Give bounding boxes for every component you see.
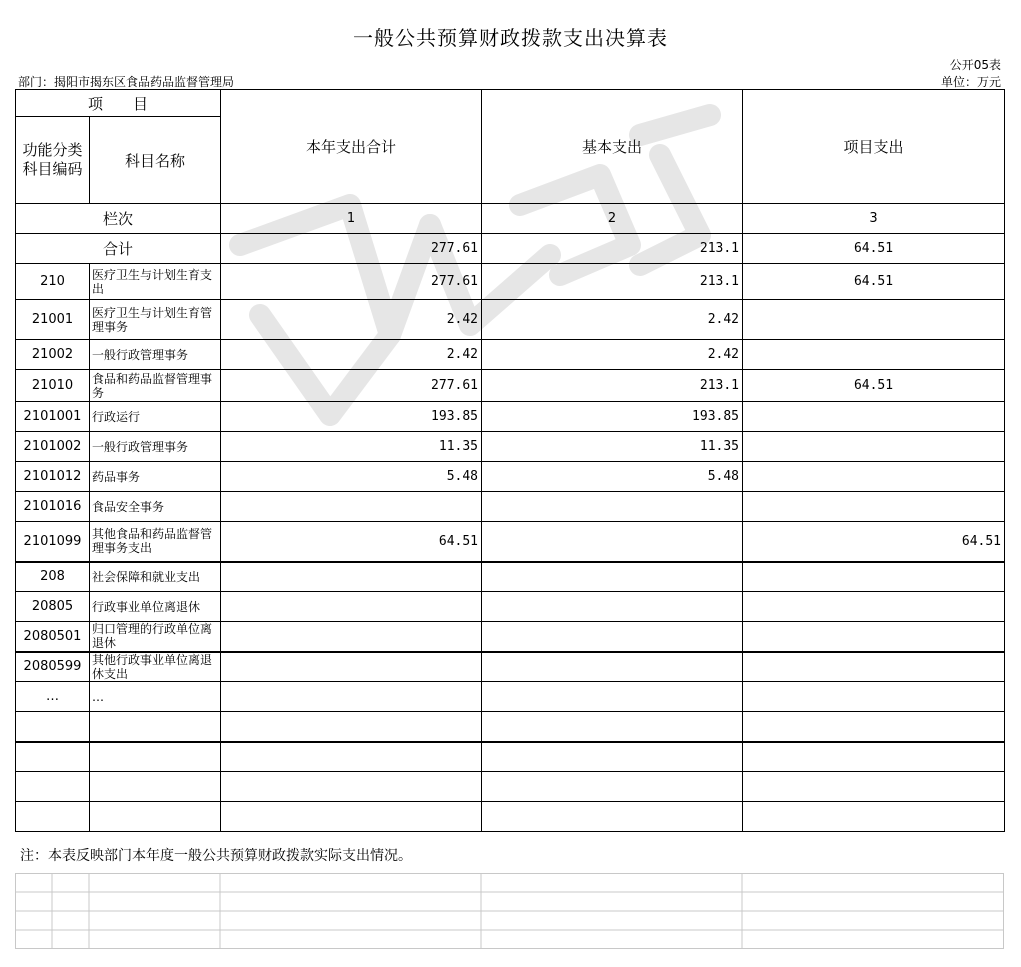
row-name: 行政运行 xyxy=(90,402,221,432)
table-row xyxy=(16,432,1005,462)
row-code: 2101012 xyxy=(16,462,90,492)
row-basic: 2.42 xyxy=(482,300,743,340)
table-row xyxy=(16,402,1005,432)
row-basic xyxy=(482,652,743,682)
table-row xyxy=(16,264,1005,300)
table-row xyxy=(16,622,1005,652)
header-project: 项目支出 xyxy=(743,90,1005,204)
row-total xyxy=(221,712,482,742)
row-project xyxy=(743,742,1005,772)
row-name: 归口管理的行政单位离退休 xyxy=(90,622,221,652)
table-row xyxy=(16,772,1005,802)
table-row xyxy=(16,370,1005,402)
row-project xyxy=(743,712,1005,742)
row-basic: 193.85 xyxy=(482,402,743,432)
row-project xyxy=(743,802,1005,832)
row-project: 64.51 xyxy=(743,370,1005,402)
row-project: 64.51 xyxy=(743,264,1005,300)
row-total: 193.85 xyxy=(221,402,482,432)
sum-basic: 213.1 xyxy=(482,234,743,264)
row-name: 医疗卫生与计划生育支出 xyxy=(90,264,221,300)
row-code: 21002 xyxy=(16,340,90,370)
row-name xyxy=(90,742,221,772)
row-code: 210 xyxy=(16,264,90,300)
row-name: 行政事业单位离退休 xyxy=(90,592,221,622)
row-total: 5.48 xyxy=(221,462,482,492)
row-basic: 5.48 xyxy=(482,462,743,492)
row-name xyxy=(90,802,221,832)
table-row xyxy=(16,712,1005,742)
row-name: 一般行政管理事务 xyxy=(90,432,221,462)
row-basic xyxy=(482,492,743,522)
col-no-3: 3 xyxy=(743,204,1005,234)
row-code xyxy=(16,802,90,832)
row-code: 21001 xyxy=(16,300,90,340)
row-code: 2101016 xyxy=(16,492,90,522)
row-name: 社会保障和就业支出 xyxy=(90,562,221,592)
row-name xyxy=(90,772,221,802)
row-project xyxy=(743,772,1005,802)
row-basic xyxy=(482,592,743,622)
table-row xyxy=(16,492,1005,522)
row-total: 277.61 xyxy=(221,370,482,402)
row-total: 2.42 xyxy=(221,340,482,370)
row-project xyxy=(743,592,1005,622)
unit-label: 单位：万元 xyxy=(940,75,1001,89)
row-code: 2080501 xyxy=(16,622,90,652)
sum-label: 合计 xyxy=(16,234,221,264)
header-basic: 基本支出 xyxy=(482,90,743,204)
row-code xyxy=(16,712,90,742)
row-project xyxy=(743,652,1005,682)
row-project xyxy=(743,492,1005,522)
row-code xyxy=(16,742,90,772)
row-total xyxy=(221,622,482,652)
row-basic xyxy=(482,712,743,742)
table-row xyxy=(16,562,1005,592)
row-code: 2101099 xyxy=(16,522,90,562)
col-no-label: 栏次 xyxy=(16,204,221,234)
row-basic xyxy=(482,522,743,562)
row-basic xyxy=(482,802,743,832)
row-basic xyxy=(482,562,743,592)
header-item: 项 目 xyxy=(16,90,221,117)
table-row xyxy=(16,300,1005,340)
row-code: 2101001 xyxy=(16,402,90,432)
table-row xyxy=(16,652,1005,682)
row-name xyxy=(90,712,221,742)
row-total xyxy=(221,802,482,832)
row-basic: 11.35 xyxy=(482,432,743,462)
row-total xyxy=(221,682,482,712)
col-no-2: 2 xyxy=(482,204,743,234)
expenditure-table xyxy=(15,89,1005,832)
row-code: 21010 xyxy=(16,370,90,402)
row-total xyxy=(221,742,482,772)
row-basic xyxy=(482,682,743,712)
sum-project: 64.51 xyxy=(743,234,1005,264)
row-name: 食品和药品监督管理事务 xyxy=(90,370,221,402)
row-project xyxy=(743,682,1005,712)
table-row xyxy=(16,522,1005,562)
row-total: 64.51 xyxy=(221,522,482,562)
row-total xyxy=(221,652,482,682)
row-project xyxy=(743,462,1005,492)
row-basic: 2.42 xyxy=(482,340,743,370)
row-name: 其他食品和药品监督管理事务支出 xyxy=(90,522,221,562)
table-row xyxy=(16,682,1005,712)
row-basic xyxy=(482,622,743,652)
header-name: 科目名称 xyxy=(90,117,221,204)
row-project xyxy=(743,562,1005,592)
blank-grid xyxy=(15,873,1004,949)
row-code: … xyxy=(16,682,90,712)
row-project xyxy=(743,432,1005,462)
row-name: 医疗卫生与计划生育管理事务 xyxy=(90,300,221,340)
col-no-1: 1 xyxy=(221,204,482,234)
row-total xyxy=(221,772,482,802)
row-project: 64.51 xyxy=(743,522,1005,562)
row-name: 一般行政管理事务 xyxy=(90,340,221,370)
sum-total: 277.61 xyxy=(221,234,482,264)
row-basic: 213.1 xyxy=(482,370,743,402)
row-project xyxy=(743,402,1005,432)
row-code xyxy=(16,772,90,802)
row-project xyxy=(743,340,1005,370)
table-row xyxy=(16,340,1005,370)
row-total: 2.42 xyxy=(221,300,482,340)
row-total xyxy=(221,492,482,522)
row-name: 食品安全事务 xyxy=(90,492,221,522)
row-code: 2080599 xyxy=(16,652,90,682)
row-basic xyxy=(482,772,743,802)
table-note: 注：本表反映部门本年度一般公共预算财政拨款实际支出情况。 xyxy=(20,848,412,864)
form-number: 公开05表 xyxy=(949,58,1001,72)
table-row xyxy=(16,802,1005,832)
row-total: 11.35 xyxy=(221,432,482,462)
row-basic xyxy=(482,742,743,772)
row-project xyxy=(743,300,1005,340)
row-total xyxy=(221,592,482,622)
header-total: 本年支出合计 xyxy=(221,90,482,204)
row-name: … xyxy=(90,682,221,712)
row-code: 2101002 xyxy=(16,432,90,462)
row-total xyxy=(221,562,482,592)
row-name: 其他行政事业单位离退休支出 xyxy=(90,652,221,682)
department-label: 部门：揭阳市揭东区食品药品监督管理局 xyxy=(18,75,235,89)
page-title: 一般公共预算财政拨款支出决算表 xyxy=(353,26,668,50)
table-row xyxy=(16,462,1005,492)
row-code: 20805 xyxy=(16,592,90,622)
row-project xyxy=(743,622,1005,652)
table-row xyxy=(16,742,1005,772)
row-total: 277.61 xyxy=(221,264,482,300)
header-code: 功能分类科目编码 xyxy=(16,117,90,204)
row-basic: 213.1 xyxy=(482,264,743,300)
row-code: 208 xyxy=(16,562,90,592)
row-name: 药品事务 xyxy=(90,462,221,492)
table-row xyxy=(16,592,1005,622)
